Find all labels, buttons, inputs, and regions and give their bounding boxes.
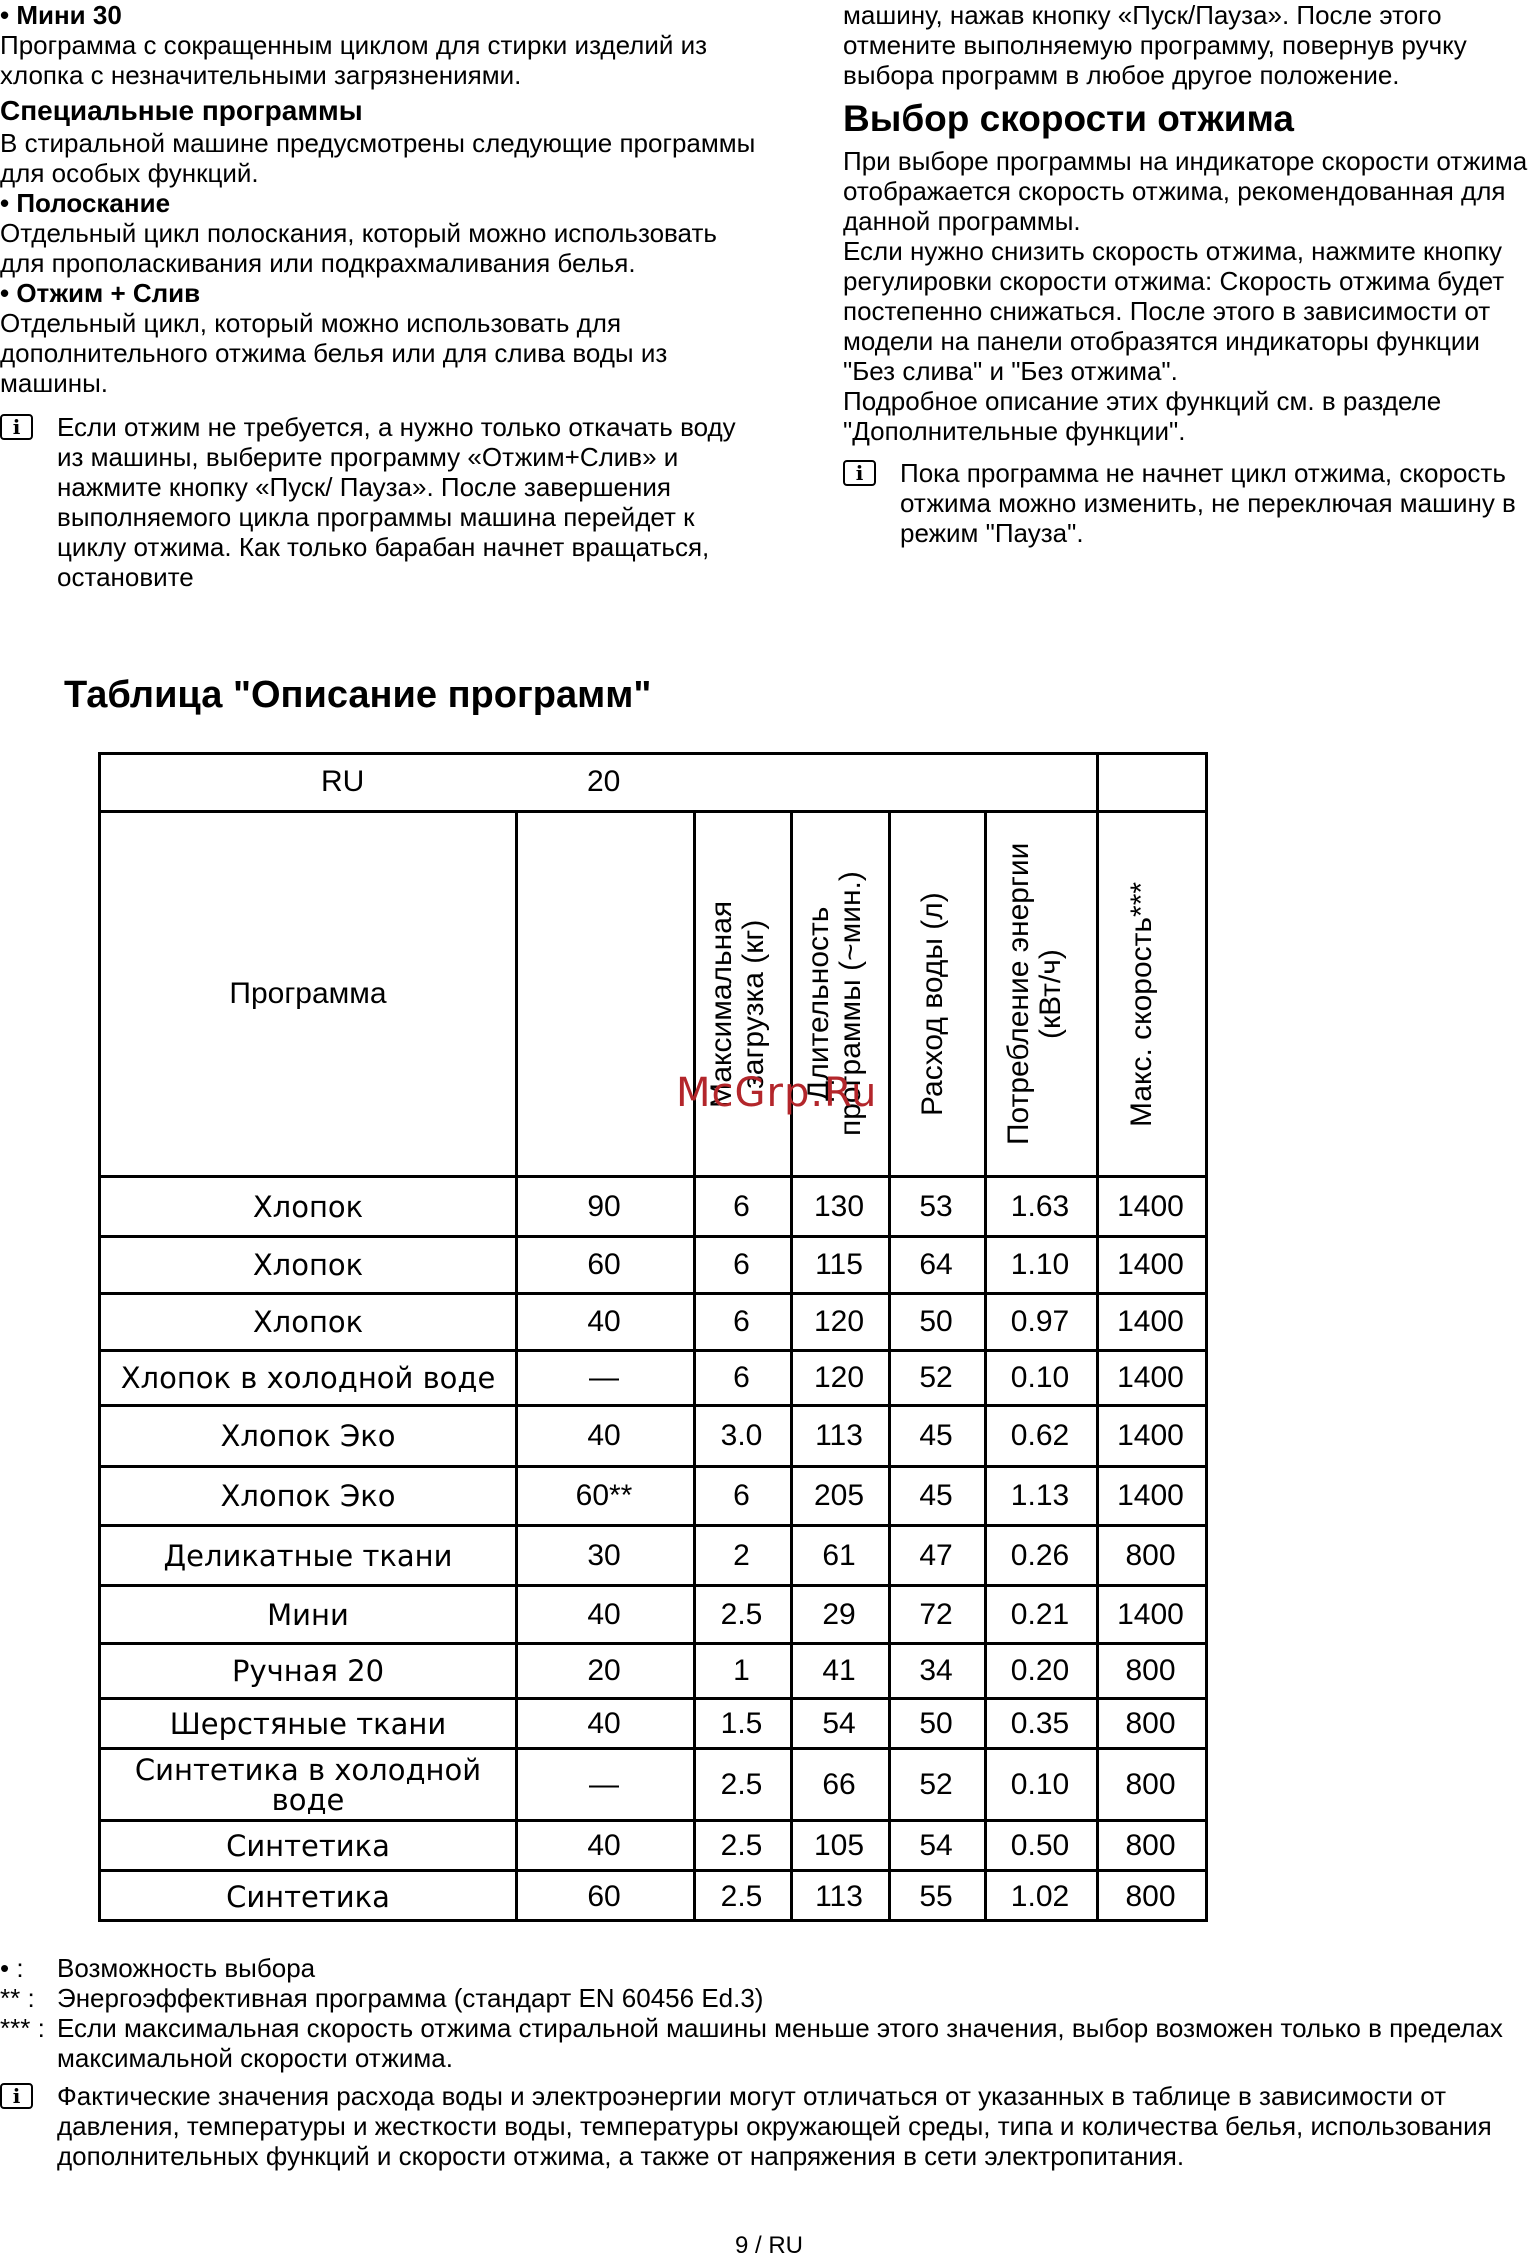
cell-speed: 1400 bbox=[1117, 1248, 1184, 1281]
cell-load: 2.5 bbox=[720, 1767, 763, 1801]
cell-energy: 0.10 bbox=[1010, 1361, 1070, 1394]
cell-dur: 205 bbox=[813, 1479, 865, 1512]
cell-temp: 90 bbox=[587, 1189, 621, 1223]
cell-temp: 40 bbox=[587, 1419, 621, 1452]
cell-name: Шерстяные ткани bbox=[169, 1706, 447, 1741]
table-row bbox=[101, 1178, 1205, 1238]
cell-speed: 1400 bbox=[1117, 1305, 1184, 1338]
cell-load: 6 bbox=[733, 1361, 750, 1394]
cell-water: 55 bbox=[919, 1880, 953, 1913]
footnote-info-note bbox=[0, 2081, 1520, 2171]
table-row bbox=[101, 1587, 1205, 1645]
spin-drain-title: • Отжим + Слив bbox=[0, 278, 201, 308]
cell-dur: 105 bbox=[813, 1828, 865, 1862]
cell-name: Деликатные ткани bbox=[163, 1538, 453, 1573]
table-region-row bbox=[101, 755, 1205, 813]
cell-name: Хлопок Эко bbox=[220, 1479, 396, 1513]
cell-name: Мини bbox=[267, 1597, 349, 1632]
cell-dur: 120 bbox=[813, 1361, 865, 1394]
cell-load: 6 bbox=[733, 1248, 750, 1281]
footnote-mark: *** : bbox=[0, 2013, 45, 2043]
cell-load: 3.0 bbox=[720, 1419, 763, 1452]
cell-energy: 0.21 bbox=[1010, 1597, 1070, 1631]
cell-load: 1 bbox=[733, 1654, 750, 1687]
cell-water: 50 bbox=[919, 1706, 953, 1740]
cell-name: Хлопок Эко bbox=[220, 1419, 396, 1453]
footnote-option bbox=[0, 1953, 1520, 1983]
table-row bbox=[101, 1527, 1205, 1587]
cell-water: 64 bbox=[919, 1248, 953, 1281]
cell-load: 6 bbox=[733, 1189, 750, 1223]
cell-water: 54 bbox=[919, 1828, 953, 1862]
table-row bbox=[101, 1700, 1205, 1750]
cell-water: 34 bbox=[919, 1654, 953, 1687]
header-max-load: Максимальная загрузка (кг) bbox=[705, 900, 770, 1108]
cell-load: 6 bbox=[733, 1479, 750, 1512]
cell-energy: 1.63 bbox=[1010, 1189, 1070, 1223]
footnote-text: Если максимальная скорость отжима стиральной машины меньше этого значения, выбор возможен только в пределах максимальной скорости отжима. bbox=[57, 2013, 1503, 2073]
cell-dur: 130 bbox=[813, 1189, 865, 1223]
table-row bbox=[101, 1645, 1205, 1700]
spin-speed-para-2: Если нужно снизить скорость отжима, нажмите кнопку регулировки скорости отжима: Скорость отжима будет постепенно снижаться. После этого в зависимости от модели на панели отобразятся индикаторы функции "Без слива" и "Без отжима". bbox=[843, 236, 1505, 386]
cell-speed: 800 bbox=[1125, 1828, 1176, 1862]
cell-dur: 61 bbox=[822, 1538, 856, 1572]
cell-temp: 40 bbox=[587, 1305, 621, 1338]
cell-energy: 0.50 bbox=[1010, 1828, 1070, 1862]
table-row bbox=[101, 1822, 1205, 1872]
footnote-mark: • : bbox=[0, 1953, 24, 1983]
spin-drain-text: Отдельный цикл, который можно использовать для дополнительного отжима белья или для слива воды из машины. bbox=[0, 308, 668, 398]
cell-speed: 800 bbox=[1125, 1767, 1176, 1801]
cell-speed: 800 bbox=[1125, 1880, 1176, 1913]
cell-load: 2.5 bbox=[720, 1828, 763, 1862]
column-divider bbox=[790, 813, 793, 1175]
column-divider bbox=[1096, 813, 1099, 1175]
cell-name: Хлопок bbox=[252, 1248, 364, 1282]
footnotes bbox=[0, 1953, 1520, 2171]
spin-speed-heading: Выбор скорости отжима bbox=[843, 98, 1294, 139]
header-water: Расход воды (л) bbox=[916, 892, 949, 1116]
watermark: McGrp.Ru bbox=[676, 1070, 878, 1116]
cell-water: 72 bbox=[919, 1597, 953, 1631]
cell-load: 2.5 bbox=[720, 1880, 763, 1913]
cell-energy: 0.26 bbox=[1010, 1538, 1070, 1572]
table-row bbox=[101, 1872, 1205, 1922]
mini-text: Программа с сокращенным циклом для стирки изделий из хлопка с незначительными загрязнениями. bbox=[0, 30, 708, 90]
cell-name: Хлопок bbox=[252, 1189, 364, 1224]
info-icon: i bbox=[0, 2083, 33, 2109]
cell-speed: 800 bbox=[1125, 1706, 1176, 1740]
table-row bbox=[101, 1468, 1205, 1527]
cell-energy: 0.10 bbox=[1010, 1767, 1070, 1801]
cell-name: Хлопок bbox=[252, 1305, 364, 1339]
left-column bbox=[0, 0, 760, 592]
rinse-text: Отдельный цикл полоскания, который можно использовать для прополаскивания или подкрахмаливания белья. bbox=[0, 218, 717, 278]
region-code: RU bbox=[321, 765, 365, 798]
cell-energy: 0.62 bbox=[1010, 1419, 1070, 1452]
cell-temp: 40 bbox=[587, 1828, 621, 1862]
spin-drain-note bbox=[0, 412, 760, 592]
cell-name: Синтетика в холодной воде bbox=[134, 1752, 482, 1817]
column-divider bbox=[888, 813, 891, 1175]
cell-energy: 0.97 bbox=[1010, 1305, 1070, 1338]
cell-temp: 20 bbox=[587, 1654, 621, 1687]
table-row bbox=[101, 1750, 1205, 1822]
footnote-text: Энергоэффективная программа (стандарт EN 60456 Ed.3) bbox=[57, 1983, 764, 2013]
cell-energy: 1.10 bbox=[1010, 1248, 1070, 1281]
cell-speed: 1400 bbox=[1117, 1419, 1184, 1452]
spin-speed-note bbox=[843, 458, 1538, 548]
table-row bbox=[101, 1295, 1205, 1352]
cell-name: Хлопок в холодной воде bbox=[120, 1361, 496, 1395]
temperature-header: 20 bbox=[587, 765, 621, 798]
cell-dur: 113 bbox=[815, 1880, 863, 1913]
cell-water: 45 bbox=[919, 1479, 953, 1512]
cell-energy: 0.20 bbox=[1010, 1654, 1070, 1687]
cell-load: 2.5 bbox=[720, 1597, 763, 1631]
header-energy: Потребление энергии (кВт/ч) bbox=[1002, 842, 1067, 1146]
spin-drain-note-text: Если отжим не требуется, а нужно только откачать воду из машины, выберите программу «Отжим+Слив» и нажмите кнопку «Пуск/ Пауза». После завершения выполняемого цикла программы машина перейдет к циклу отжима. Как только барабан начнет вращаться, остановите bbox=[57, 412, 736, 592]
spin-speed-para-1: При выборе программы на индикаторе скорости отжима отображается скорость отжима, рекомендованная для данной программы. bbox=[843, 146, 1528, 236]
cell-speed: 1400 bbox=[1117, 1597, 1184, 1631]
mini-title: • Мини 30 bbox=[0, 0, 122, 30]
cell-speed: 800 bbox=[1125, 1538, 1176, 1572]
cell-dur: 41 bbox=[822, 1654, 856, 1687]
footnote-text: Возможность выбора bbox=[57, 1953, 316, 1983]
cell-temp: 60** bbox=[575, 1479, 633, 1512]
cell-temp: 40 bbox=[587, 1597, 621, 1631]
cell-temp: 60 bbox=[587, 1248, 621, 1281]
cell-water: 52 bbox=[919, 1361, 953, 1394]
cell-dur: 115 bbox=[815, 1248, 863, 1281]
spin-speed-note-text: Пока программа не начнет цикл отжима, скорость отжима можно изменить, не переключая машину в режим "Пауза". bbox=[900, 458, 1516, 548]
cell-temp: 60 bbox=[587, 1880, 621, 1913]
cell-load: 2 bbox=[733, 1538, 750, 1572]
special-programs-text: В стиральной машине предусмотрены следующие программы для особых функций. bbox=[0, 128, 756, 188]
footnote-info-text: Фактические значения расхода воды и электроэнергии могут отличаться от указанных в таблице в зависимости от давления, температуры и жесткости воды, температуры окружающей среды, типа и количества белья, использования дополнительных функций и скорости отжима, а также от напряжения в сети электропитания. bbox=[57, 2081, 1492, 2171]
table-row bbox=[101, 1407, 1205, 1468]
cell-energy: 1.02 bbox=[1010, 1880, 1070, 1913]
cell-water: 45 bbox=[919, 1419, 953, 1452]
header-duration: Длительность программы (~мин.) bbox=[802, 871, 867, 1137]
table-row bbox=[101, 1352, 1205, 1407]
cell-water: 47 bbox=[919, 1538, 953, 1572]
cell-load: 6 bbox=[733, 1305, 750, 1338]
rinse-title: • Полоскание bbox=[0, 188, 171, 218]
cell-speed: 1400 bbox=[1117, 1189, 1184, 1223]
cell-dur: 113 bbox=[815, 1419, 863, 1452]
spin-speed-para-3: Подробное описание этих функций см. в разделе "Дополнительные функции". bbox=[843, 386, 1442, 446]
table-header-row bbox=[101, 813, 1205, 1178]
cell-load: 1.5 bbox=[720, 1706, 763, 1740]
footnote-max-speed bbox=[0, 2013, 1520, 2073]
info-icon: i bbox=[843, 460, 876, 486]
cell-name: Синтетика bbox=[226, 1880, 390, 1914]
cell-speed: 1400 bbox=[1117, 1479, 1184, 1512]
cell-temp: — bbox=[589, 1361, 619, 1394]
cell-name: Ручная 20 bbox=[231, 1654, 385, 1688]
right-column bbox=[843, 0, 1538, 548]
footnote-energy-efficient bbox=[0, 1983, 1520, 2013]
cell-speed: 800 bbox=[1125, 1654, 1176, 1687]
cell-speed: 1400 bbox=[1117, 1361, 1184, 1394]
special-programs-heading: Специальные программы bbox=[0, 95, 363, 126]
column-divider bbox=[515, 813, 518, 1175]
cell-energy: 1.13 bbox=[1010, 1479, 1070, 1512]
cell-temp: 40 bbox=[587, 1706, 621, 1740]
header-program: Программа bbox=[229, 977, 387, 1010]
table-title: Таблица "Описание программ" bbox=[64, 674, 652, 716]
page-number: 9 / RU bbox=[734, 2232, 803, 2259]
cell-dur: 120 bbox=[813, 1305, 865, 1338]
cell-temp: — bbox=[589, 1767, 619, 1801]
header-max-speed: Макс. скорость*** bbox=[1125, 881, 1158, 1127]
cell-energy: 0.35 bbox=[1010, 1706, 1070, 1740]
cell-water: 50 bbox=[919, 1305, 953, 1338]
cell-dur: 54 bbox=[822, 1706, 856, 1740]
programs-table bbox=[98, 752, 1208, 1922]
cell-water: 53 bbox=[919, 1189, 953, 1223]
footnote-mark: ** : bbox=[0, 1983, 35, 2013]
column-divider bbox=[693, 813, 696, 1175]
cell-dur: 66 bbox=[822, 1767, 856, 1801]
cell-water: 52 bbox=[919, 1767, 953, 1801]
table-row bbox=[101, 1238, 1205, 1295]
cell-name: Синтетика bbox=[226, 1828, 390, 1863]
column-divider bbox=[1096, 755, 1099, 813]
continued-text: машину, нажав кнопку «Пуск/Пауза». После этого отмените выполняемую программу, повернув ручку выбора программ в любое другое положение. bbox=[843, 0, 1467, 90]
cell-dur: 29 bbox=[822, 1597, 856, 1631]
cell-temp: 30 bbox=[587, 1538, 621, 1572]
info-icon: i bbox=[0, 414, 33, 440]
column-divider bbox=[984, 813, 987, 1175]
